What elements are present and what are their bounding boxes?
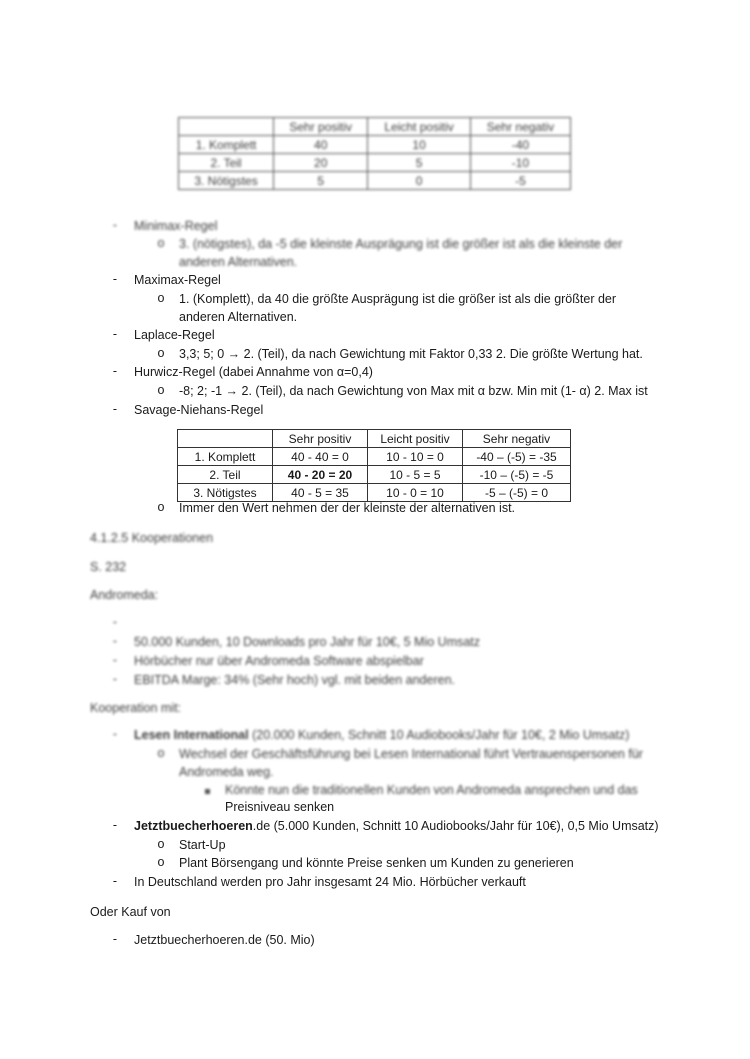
table-cell: 3. Nötigstes <box>178 484 273 502</box>
lesen-sub-1a: Wechsel der Geschäftsführung bei Lesen International führt Vertrauenspersonen für <box>179 747 643 761</box>
list-circle: o <box>157 837 165 851</box>
list-dash: - <box>112 218 118 232</box>
lesen-sub-2b: Preisniveau senken <box>225 800 335 814</box>
table-cell: 10 - 5 = 5 <box>368 466 463 484</box>
table-cell: Sehr positiv <box>273 430 368 448</box>
minimax-title: Minimax-Regel <box>134 219 218 233</box>
list-dash: - <box>112 672 118 686</box>
table-cell: 20 <box>274 154 368 172</box>
list-circle: o <box>157 291 165 305</box>
savage-title: Savage-Niehans-Regel <box>134 403 264 417</box>
table-cell: 10 - 10 = 0 <box>368 448 463 466</box>
table-cell: 40 <box>274 136 368 154</box>
regret-table <box>177 429 571 502</box>
list-dash: - <box>112 272 118 286</box>
table-cell: 10 - 0 = 10 <box>368 484 463 502</box>
lesen-international-details: (20.000 Kunden, Schnitt 10 Audiobooks/Jahr für 10€, 2 Mio Umsatz) <box>248 728 630 742</box>
list-dash: - <box>112 615 118 629</box>
table-cell: 1. Komplett <box>178 448 273 466</box>
hurwicz-text: -8; 2; -1 → 2. (Teil), da nach Gewichtung von Max mit α bzw. Min mit (1- α) 2. Max ist <box>179 384 648 398</box>
purchase-item: Jetztbuecherhoeren.de (50. Mio) <box>134 933 315 947</box>
table-row <box>179 172 571 190</box>
andromeda-item-3: Hörbücher nur über Andromeda Software abspielbar <box>134 654 424 668</box>
lesen-international-line <box>134 727 629 744</box>
andromeda-item-4: EBITDA Marge: 34% (Sehr hoch) vgl. mit beiden anderen. <box>134 673 455 687</box>
square-bullet-icon <box>205 789 210 794</box>
table-cell: 40 - 40 = 0 <box>273 448 368 466</box>
lesen-sub-1b: Andromeda weg. <box>179 765 274 779</box>
list-circle: o <box>157 500 165 514</box>
table-cell: -10 – (-5) = -5 <box>463 466 571 484</box>
list-dash: - <box>112 364 118 378</box>
table-row <box>178 466 571 484</box>
table-cell: Sehr positiv <box>274 118 368 136</box>
list-dash: - <box>112 818 118 832</box>
jetzt-line <box>134 818 659 835</box>
table-cell: -5 – (-5) = 0 <box>463 484 571 502</box>
lesen-international-name: Lesen International <box>134 728 249 742</box>
jetzt-name: Jetztbuecherhoeren <box>134 819 253 833</box>
jetzt-details: .de (5.000 Kunden, Schnitt 10 Audiobooks/Jahr für 10€), 0,5 Mio Umsatz) <box>252 819 659 833</box>
cooperation-label: Kooperation mit: <box>90 701 182 715</box>
lesen-sub-2a: Könnte nun die traditionellen Kunden von Andromeda ansprechen und das <box>225 783 638 797</box>
table-row <box>178 448 571 466</box>
section-heading: 4.1.2.5 Kooperationen <box>90 531 214 545</box>
table-row <box>178 484 571 502</box>
list-dash: - <box>112 727 118 741</box>
jetzt-sub-2: Plant Börsengang und könnte Preise senken um Kunden zu generieren <box>179 856 574 870</box>
list-dash: - <box>112 874 118 888</box>
table-row <box>179 136 571 154</box>
page-reference: S. 232 <box>90 560 127 574</box>
table-cell: Leicht positiv <box>368 430 463 448</box>
table-cell: Sehr negativ <box>463 430 571 448</box>
table-header-row <box>179 118 571 136</box>
table-cell: -10 <box>470 154 570 172</box>
table-row <box>179 154 571 172</box>
list-dash: - <box>112 653 118 667</box>
list-circle: o <box>157 346 165 360</box>
table-cell <box>179 118 274 136</box>
list-circle: o <box>157 236 165 250</box>
minimax-text-2: anderen Alternativen. <box>179 255 298 269</box>
table-cell: 1. Komplett <box>179 136 274 154</box>
table-cell: -5 <box>470 172 570 190</box>
table-cell: 5 <box>368 154 471 172</box>
list-dash: - <box>112 634 118 648</box>
table-cell: 40 - 20 = 20 <box>273 466 368 484</box>
table-cell <box>178 430 273 448</box>
table-header-row <box>178 430 571 448</box>
maximax-text-2: anderen Alternativen. <box>179 310 298 324</box>
table-cell: 2. Teil <box>179 154 274 172</box>
list-circle: o <box>157 383 165 397</box>
table-cell: Leicht positiv <box>368 118 471 136</box>
savage-note: Immer den Wert nehmen der der kleinste der alternativen ist. <box>179 501 516 515</box>
laplace-text: 3,3; 5; 0 → 2. (Teil), da nach Gewichtung mit Faktor 0,33 2. Die größte Wertung hat. <box>179 347 643 361</box>
table-cell: 10 <box>368 136 471 154</box>
table-cell: 40 - 5 = 35 <box>273 484 368 502</box>
table-cell: -40 <box>470 136 570 154</box>
table-cell: Sehr negativ <box>470 118 570 136</box>
list-circle: o <box>157 855 165 869</box>
payoff-table <box>178 117 571 190</box>
table-cell: 3. Nötigstes <box>179 172 274 190</box>
list-dash: - <box>112 402 118 416</box>
laplace-title: Laplace-Regel <box>134 328 215 342</box>
list-dash: - <box>112 932 118 946</box>
table-cell: -40 – (-5) = -35 <box>463 448 571 466</box>
hurwicz-title: Hurwicz-Regel (dabei Annahme von α=0,4) <box>134 365 373 379</box>
maximax-text-1: 1. (Komplett), da 40 die größte Ausprägung ist die größer ist als die größter der <box>179 292 617 306</box>
purchase-heading: Oder Kauf von <box>90 905 171 919</box>
minimax-text-1: 3. (nötigstes), da -5 die kleinste Ausprägung ist die größer ist als die kleinste der <box>179 237 623 251</box>
andromeda-label: Andromeda: <box>90 588 159 602</box>
andromeda-item-2: 50.000 Kunden, 10 Downloads pro Jahr für 10€, 5 Mio Umsatz <box>134 635 481 649</box>
table-cell: 2. Teil <box>178 466 273 484</box>
list-dash: - <box>112 327 118 341</box>
maximax-title: Maximax-Regel <box>134 273 221 287</box>
jetzt-sub-1: Start-Up <box>179 838 226 852</box>
list-circle: o <box>157 746 165 760</box>
table-cell: 5 <box>274 172 368 190</box>
germany-fact: In Deutschland werden pro Jahr insgesamt 24 Mio. Hörbücher verkauft <box>134 875 526 889</box>
table-cell: 0 <box>368 172 471 190</box>
